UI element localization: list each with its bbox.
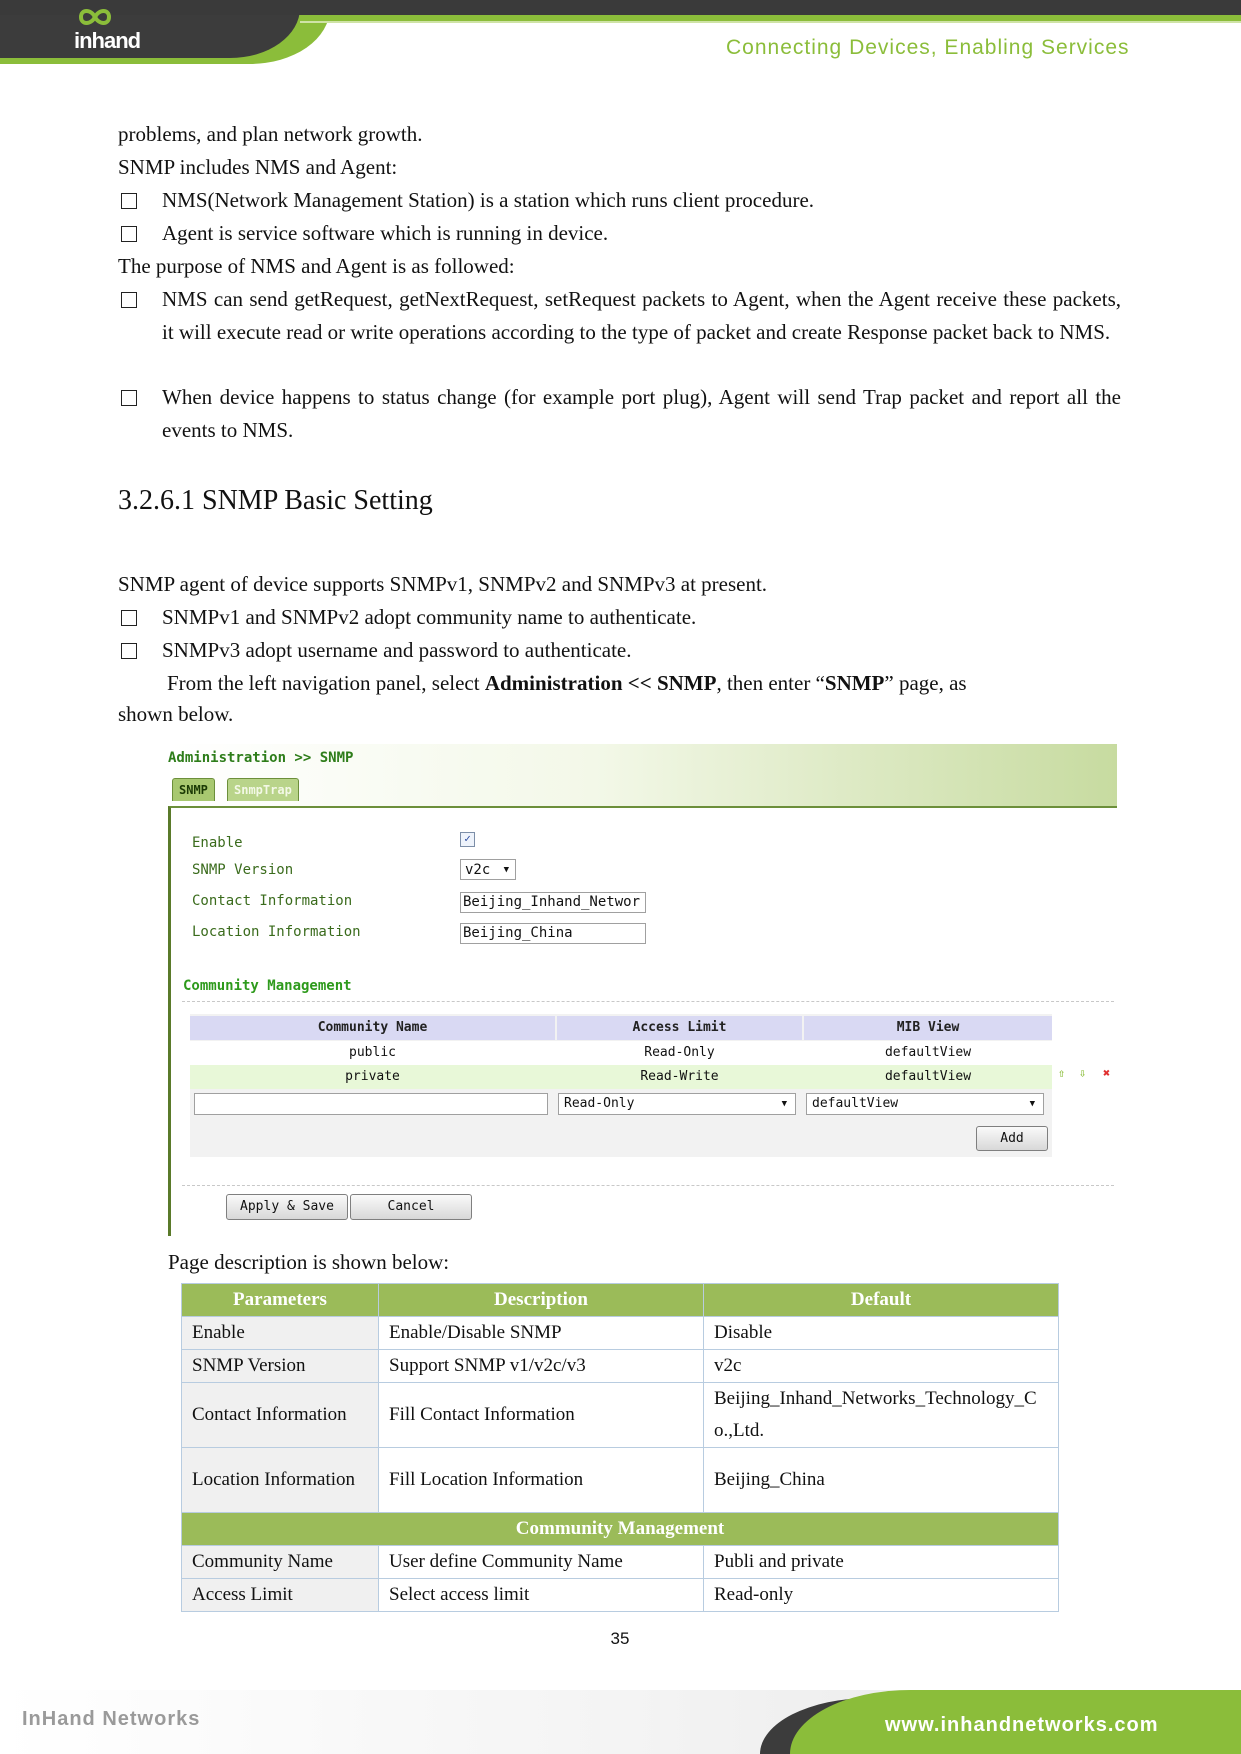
new-access-select[interactable]: Read-Only ▼ bbox=[558, 1093, 796, 1115]
table-row: Enable Enable/Disable SNMP Disable bbox=[182, 1317, 1059, 1350]
bullet-item: When device happens to status change (for example port plug), Agent will send Trap packet and report all the events to NMS. bbox=[118, 381, 1121, 447]
new-view-select[interactable]: defaultView ▼ bbox=[806, 1093, 1044, 1115]
table-row: Community Name User define Community Name Publi and private bbox=[182, 1546, 1059, 1579]
tagline: Connecting Devices, Enabling Services bbox=[726, 36, 1130, 59]
table-row: Access Limit Select access limit Read-only bbox=[182, 1579, 1059, 1612]
bullet-item: Agent is service software which is running in device. bbox=[118, 217, 1121, 250]
table-row: Contact Information Fill Contact Information Beijing_Inhand_Networks_Technology_Co.,Ltd. bbox=[182, 1383, 1059, 1448]
community-table bbox=[190, 1014, 1052, 1157]
bullet-item: SNMPv3 adopt username and password to authenticate. bbox=[118, 634, 1121, 667]
enable-label: Enable bbox=[192, 835, 243, 851]
text-line: The purpose of NMS and Agent is as followed: bbox=[118, 254, 515, 278]
cancel-button[interactable]: Cancel bbox=[350, 1194, 472, 1220]
inhand-logo bbox=[72, 6, 152, 56]
community-title: Community Management bbox=[183, 978, 352, 994]
footer-company: InHand Networks bbox=[22, 1708, 201, 1730]
tab-snmptrap[interactable]: SnmpTrap bbox=[227, 778, 299, 801]
logo-mark-icon bbox=[77, 6, 113, 28]
page-number: 35 bbox=[610, 1629, 630, 1648]
section-row: Community Management bbox=[182, 1513, 1059, 1546]
text-line: SNMP includes NMS and Agent: bbox=[118, 155, 398, 179]
delete-icon[interactable]: ✖ bbox=[1103, 1066, 1111, 1080]
section-heading: 3.2.6.1 SNMP Basic Setting bbox=[118, 485, 433, 516]
chevron-down-icon: ▼ bbox=[781, 1099, 787, 1109]
bullet-item: NMS can send getRequest, getNextRequest, setRequest packets to Agent, when the Agent receive these packets, it will execute read or write operations according to the type of packet and create Response packet back to NMS. bbox=[118, 283, 1121, 349]
add-button[interactable]: Add bbox=[976, 1126, 1048, 1151]
table-row[interactable]: private Read-Write defaultView bbox=[190, 1065, 1052, 1089]
logo-text: inhand bbox=[74, 28, 141, 53]
bullet-item: NMS(Network Management Station) is a station which runs client procedure. bbox=[118, 184, 1121, 217]
apply-save-button[interactable]: Apply & Save bbox=[226, 1194, 348, 1220]
page-footer bbox=[0, 1690, 1241, 1754]
snmp-screenshot bbox=[168, 744, 1117, 1236]
bullet-item: SNMPv1 and SNMPv2 adopt community name to authenticate. bbox=[118, 601, 1121, 634]
location-input[interactable]: Beijing_China bbox=[460, 923, 646, 944]
text-line: SNMP agent of device supports SNMPv1, SNMPv2 and SNMPv3 at present. bbox=[118, 572, 768, 596]
breadcrumb: Administration >> SNMP bbox=[168, 750, 354, 766]
text-line: shown below. bbox=[118, 702, 234, 726]
contact-label: Contact Information bbox=[192, 893, 353, 909]
table-header-row: Parameters Description Default bbox=[182, 1284, 1059, 1317]
chevron-down-icon: ▼ bbox=[1029, 1099, 1035, 1109]
tab-snmp[interactable]: SNMP bbox=[172, 778, 215, 801]
page-header bbox=[0, 0, 1241, 75]
table-header-row: Community Name Access Limit MIB View bbox=[190, 1016, 1052, 1040]
version-label: SNMP Version bbox=[192, 862, 294, 878]
chevron-down-icon: ▼ bbox=[503, 865, 509, 875]
table-row: SNMP Version Support SNMP v1/v2c/v3 v2c bbox=[182, 1350, 1059, 1383]
parameters-table bbox=[181, 1283, 1059, 1612]
footer-url: www.inhandnetworks.com bbox=[885, 1714, 1159, 1736]
text-line: problems, and plan network growth. bbox=[118, 122, 423, 146]
move-down-icon[interactable]: ⇩ bbox=[1079, 1066, 1087, 1080]
table-row[interactable]: public Read-Only defaultView bbox=[190, 1041, 1052, 1065]
new-community-input[interactable] bbox=[194, 1093, 548, 1115]
version-select[interactable]: v2c ▼ bbox=[460, 859, 516, 880]
enable-checkbox[interactable]: ✓ bbox=[460, 832, 475, 847]
table-row: Location Information Fill Location Information Beijing_China bbox=[182, 1448, 1059, 1513]
nav-instruction: From the left navigation panel, select Administration << SNMP, then enter “SNMP” page, as bbox=[167, 671, 967, 695]
location-label: Location Information bbox=[192, 924, 361, 940]
table-caption: Page description is shown below: bbox=[168, 1250, 450, 1274]
move-up-icon[interactable]: ⇧ bbox=[1058, 1066, 1066, 1080]
contact-input[interactable]: Beijing_Inhand_Networ bbox=[460, 892, 646, 913]
